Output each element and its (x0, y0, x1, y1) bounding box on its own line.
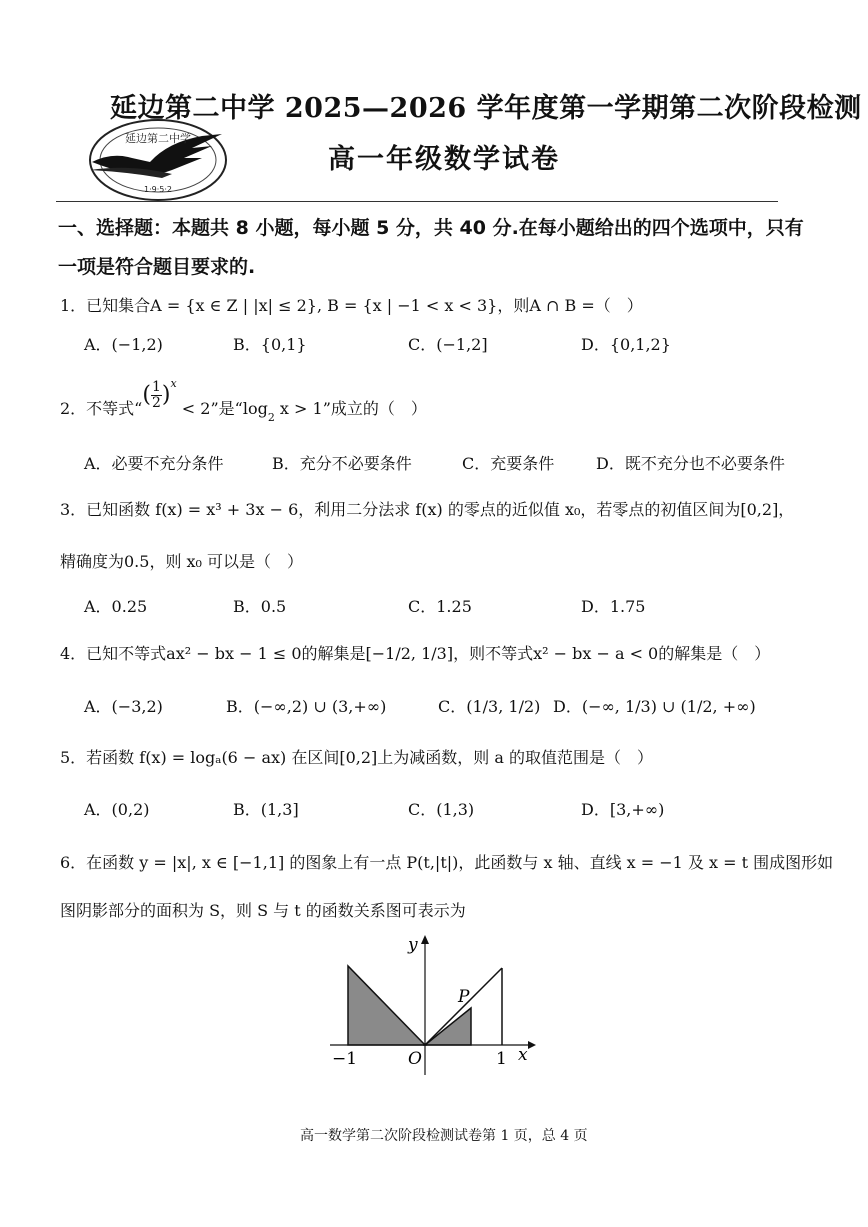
page-footer: 高一数学第二次阶段检测试卷第 1 页，总 4 页 (300, 1128, 588, 1144)
header-divider (56, 201, 778, 202)
exam-subtitle: 高一年级数学试卷 (328, 144, 560, 175)
q2-exponent: x (170, 377, 177, 391)
exam-title: 延边第二中学 2025—2026 学年度第一学期第二次阶段检测 (110, 93, 862, 124)
left-shaded-region (348, 966, 425, 1045)
question-3-stem-line2: 精确度为0.5，则 x₀ 可以是（ ） (60, 552, 304, 571)
question-2-option-d: D．既不充分也不必要条件 (596, 454, 785, 473)
question-2-option-c: C．充要条件 (462, 454, 555, 473)
question-5-option-a: A．(0,2) (84, 800, 150, 819)
section-heading-line1: 一、选择题：本题共 8 小题，每小题 5 分，共 40 分.在每小题给出的四个选项中，只有 (58, 217, 804, 239)
label-neg-one: −1 (332, 1049, 358, 1069)
y-axis-label: y (408, 935, 418, 955)
question-4-stem: 4．已知不等式ax² − bx − 1 ≤ 0的解集是[−1/2, 1/3]，则不等式x² − bx − a < 0的解集是（ ） (60, 644, 771, 663)
q2-text-b: < 2”是“log (176, 398, 268, 418)
question-1-option-a: A．(−1,2) (84, 335, 163, 354)
question-3-option-b: B．0.5 (233, 597, 287, 616)
question-5-option-d: D．[3,+∞) (581, 800, 665, 819)
right-shaded-region (425, 1008, 471, 1045)
section-heading-line2: 一项是符合题目要求的. (58, 256, 256, 278)
question-3-option-c: C．1.25 (408, 597, 472, 616)
question-3-option-a: A．0.25 (84, 597, 148, 616)
question-2-option-a: A．必要不充分条件 (84, 454, 224, 473)
question-1-option-c: C．(−1,2] (408, 335, 488, 354)
svg-text:延边第二中学: 延边第二中学 (125, 132, 191, 145)
question-4-option-d: D．(−∞, 1/3) ∪ (1/2, +∞) (553, 697, 756, 716)
question-6-stem-line1: 6．在函数 y = |x|, x ∈ [−1,1] 的图象上有一点 P(t,|t|)，此函数与 x 轴、直线 x = −1 及 x = t 围成图形如 (60, 853, 834, 872)
point-p-label: P (458, 987, 470, 1007)
q2-log-base: 2 (267, 410, 275, 424)
q2-text-a: 2．不等式“ (60, 398, 143, 418)
question-5-option-c: C．(1,3) (408, 800, 475, 819)
q2-text-c: x > 1”成立的（ ） (274, 398, 427, 418)
question-4-option-c: C．(1/3, 1/2) (438, 697, 541, 716)
label-one: 1 (496, 1049, 507, 1069)
x-axis-label: x (518, 1045, 528, 1065)
question-1-stem: 1．已知集合A = {x ∈ Z | |x| ≤ 2}, B = {x | −1 < x < 3}，则A ∩ B =（ ） (60, 296, 643, 315)
question-5-stem: 5．若函数 f(x) = logₐ(6 − ax) 在区间[0,2]上为减函数，则 a 的取值范围是（ ） (60, 748, 653, 767)
question-3-stem-line1: 3．已知函数 f(x) = x³ + 3x − 6，利用二分法求 f(x) 的零点的近似值 x₀，若零点的初值区间为[0,2]， (60, 500, 795, 519)
svg-text:1·9·5·2: 1·9·5·2 (144, 185, 172, 194)
question-6-figure (320, 930, 550, 1080)
question-2-stem (60, 377, 427, 424)
origin-label: O (408, 1049, 422, 1069)
q2-fraction: ( $\frac{1}{2}$ ) (142, 379, 171, 411)
school-logo-icon (72, 112, 252, 204)
question-1-option-d: D．{0,1,2} (581, 335, 671, 354)
question-4-option-b: B．(−∞,2) ∪ (3,+∞) (226, 697, 387, 716)
question-3-option-d: D．1.75 (581, 597, 646, 616)
question-5-option-b: B．(1,3] (233, 800, 299, 819)
question-2-option-b: B．充分不必要条件 (272, 454, 412, 473)
question-1-option-b: B．{0,1} (233, 335, 307, 354)
question-6-stem-line2: 图阴影部分的面积为 S，则 S 与 t 的函数关系图可表示为 (60, 901, 466, 920)
question-4-option-a: A．(−3,2) (84, 697, 163, 716)
